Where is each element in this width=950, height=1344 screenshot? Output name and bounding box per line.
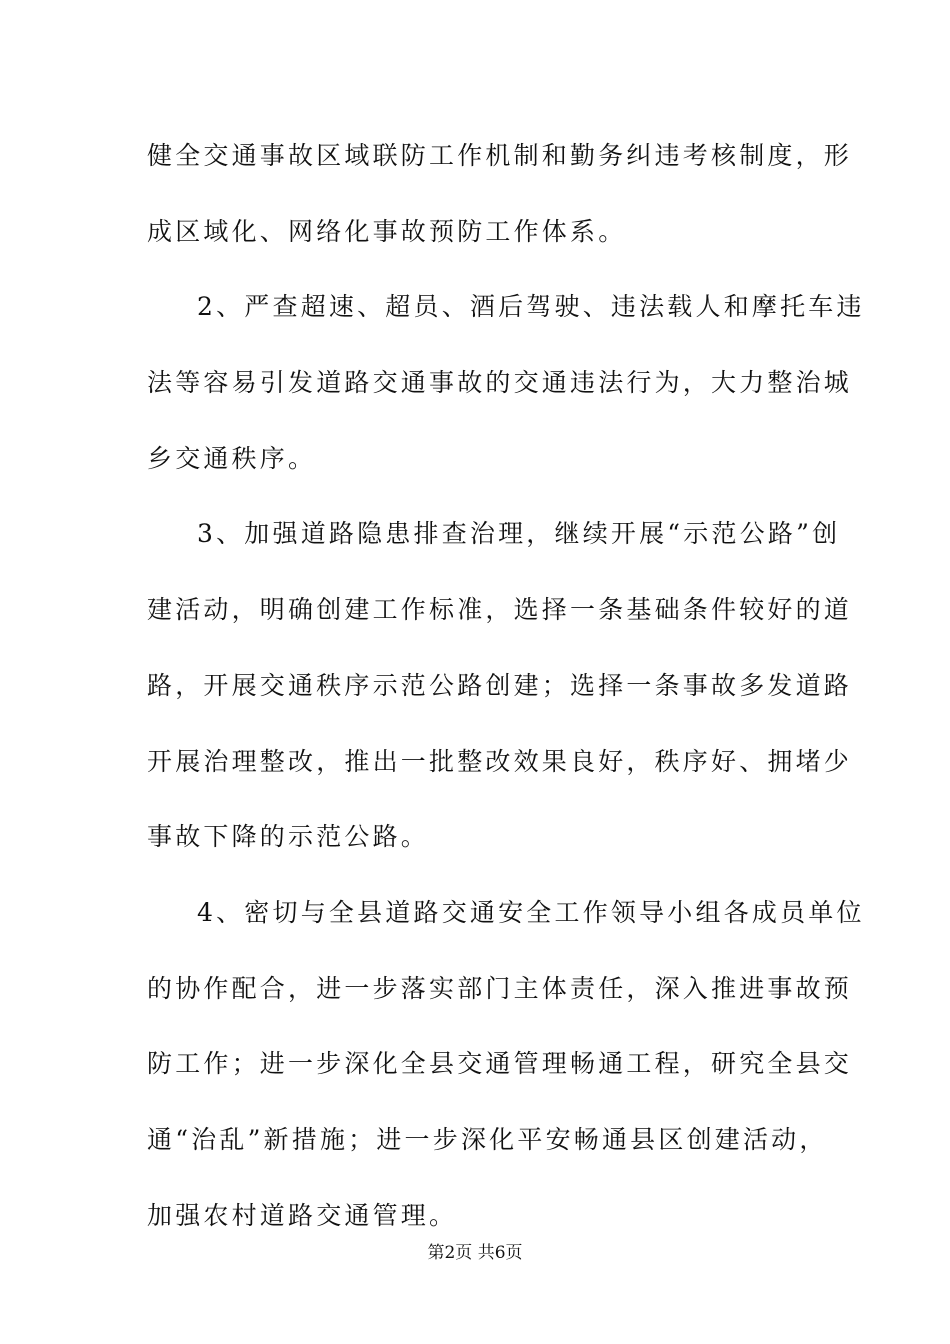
text-line: 路，开展交通秩序示范公路创建；选择一条事故多发道路	[147, 670, 853, 700]
page-total: 共6页	[477, 1243, 523, 1263]
text-line: 防工作；进一步深化全县交通管理畅通工程，研究全县交	[147, 1049, 853, 1079]
text-line-indented: 3、加强道路隐患排查治理，继续开展“示范公路”创	[197, 519, 841, 549]
text-line: 健全交通事故区域联防工作机制和勤务纠违考核制度，形	[147, 141, 853, 170]
text-line: 开展治理整改，推出一批整改效果良好，秩序好、拥堵少	[147, 746, 853, 776]
text-line: 事故下降的示范公路。	[147, 822, 430, 852]
text-line: 建活动，明确创建工作标准，选择一条基础条件较好的道	[147, 595, 853, 625]
text-line: 通“治乱”新措施；进一步深化平安畅通县区创建活动，	[147, 1124, 828, 1154]
text-line-indented: 2、严查超速、超员、酒后驾驶、违法载人和摩托车违	[197, 292, 865, 322]
page-number: 第2页	[427, 1243, 473, 1263]
text-line: 的协作配合，进一步落实部门主体责任，深入推进事故预	[147, 973, 853, 1003]
text-line: 法等容易引发道路交通事故的交通违法行为，大力整治城	[147, 368, 853, 398]
page-footer	[0, 1241, 950, 1265]
text-line: 加强农村道路交通管理。	[147, 1200, 458, 1230]
text-line-indented: 4、密切与全县道路交通安全工作领导小组各成员单位	[197, 897, 865, 927]
text-line: 成区域化、网络化事故预防工作体系。	[147, 216, 627, 246]
text-line: 乡交通秩序。	[147, 443, 317, 473]
document-body	[147, 118, 865, 1253]
